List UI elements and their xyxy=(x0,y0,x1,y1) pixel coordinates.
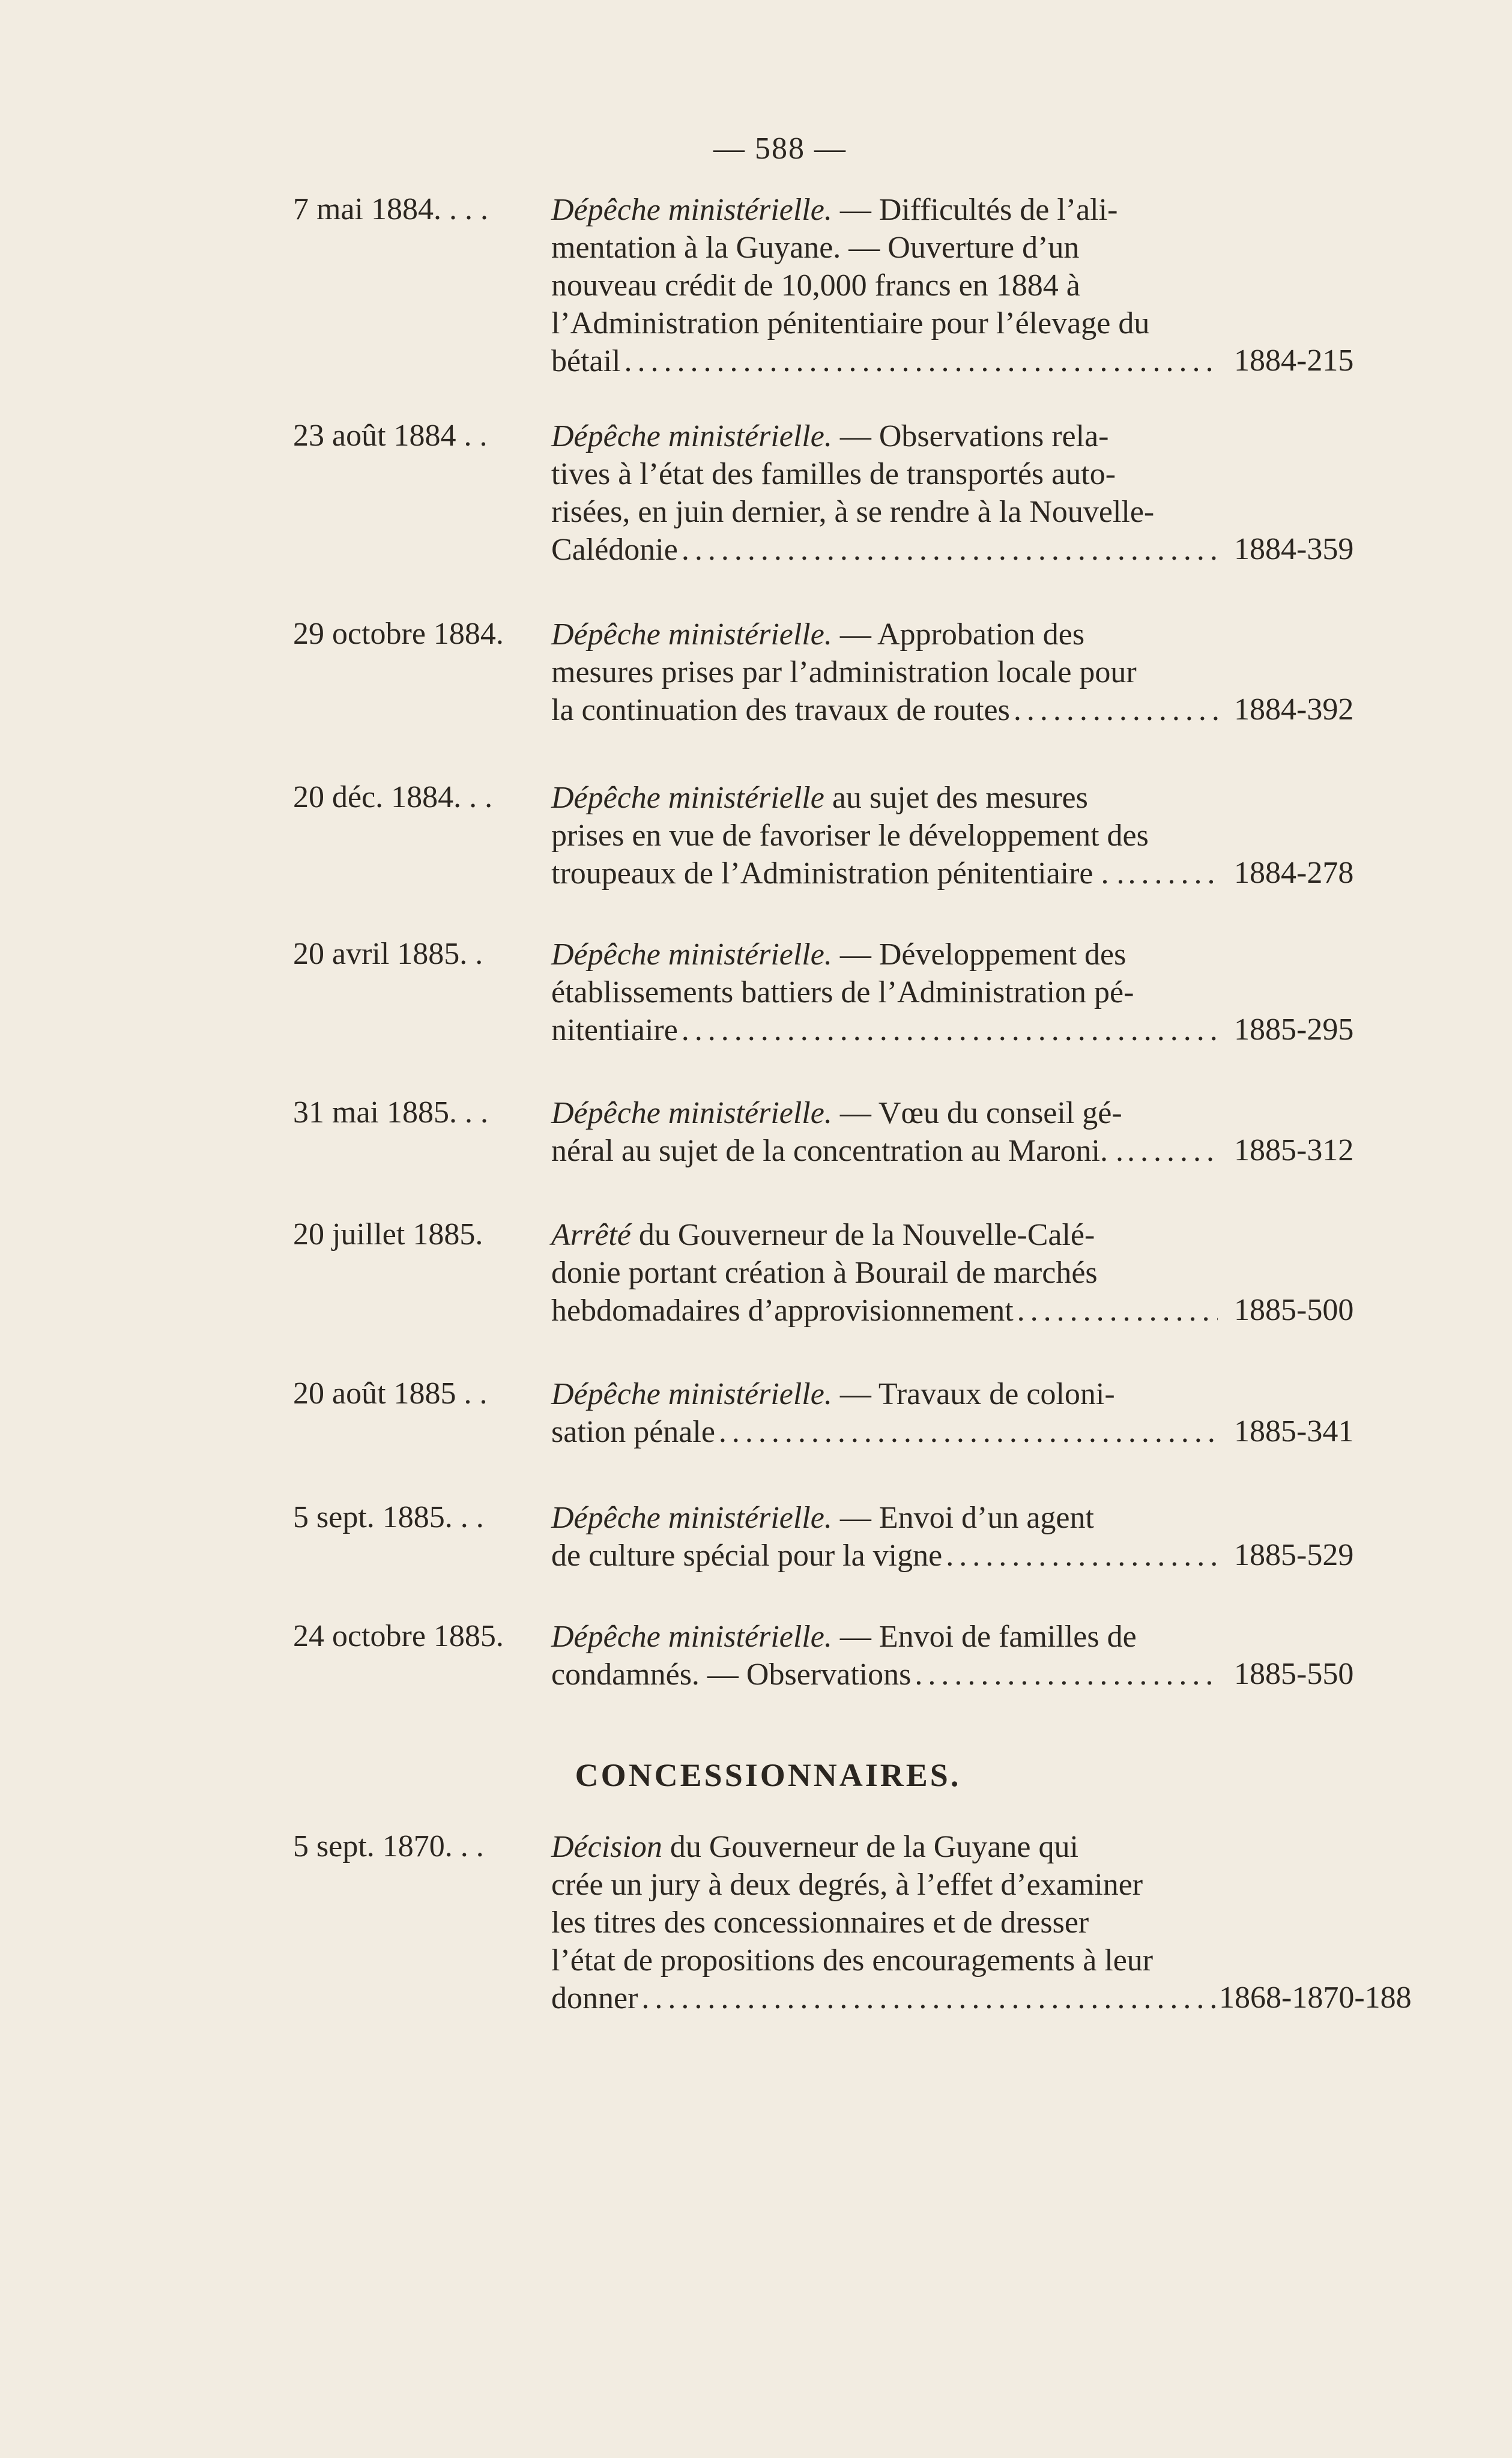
entry-line-text: — Travaux de coloni- xyxy=(832,1377,1115,1411)
entry-reference: 1868-1870-188 xyxy=(1219,1981,1412,2015)
entry-text xyxy=(551,1618,1218,1694)
entry-text xyxy=(551,616,1218,729)
entry-date: 20 déc. 1884. . . xyxy=(293,780,493,814)
entry-line-text: la continuation des travaux de routes xyxy=(551,693,1010,727)
entry-line-text: — Envoi d’un agent xyxy=(832,1501,1094,1535)
entry-line xyxy=(551,304,1218,342)
entry-line-text: au sujet des mesures xyxy=(824,781,1088,815)
dot-leader xyxy=(942,1537,1218,1575)
entry-line xyxy=(551,779,1218,817)
entry-text xyxy=(551,1216,1218,1330)
entry-reference: 1885-312 xyxy=(1234,1133,1354,1167)
entry-line-text: néral au sujet de la concentration au Maroni. . xyxy=(551,1134,1123,1168)
entry-date: 5 sept. 1870. . . xyxy=(293,1829,484,1863)
dot-leader xyxy=(1123,1132,1218,1170)
entry-line xyxy=(551,1828,1218,1866)
entry-line-text: — Difficultés de l’ali- xyxy=(832,193,1118,227)
entry-reference: 1884-278 xyxy=(1234,856,1354,890)
entry-line xyxy=(551,1979,1218,2017)
entry-text xyxy=(551,1375,1218,1451)
entry-line xyxy=(551,1904,1218,1942)
entry-line xyxy=(551,1011,1218,1049)
entry-text xyxy=(551,1499,1218,1575)
entry-line xyxy=(551,229,1218,267)
entry-reference: 1884-215 xyxy=(1234,344,1354,378)
entry-line-text: donie portant création à Bourail de marchés xyxy=(551,1256,1098,1290)
entry-line xyxy=(551,531,1218,569)
dot-leader xyxy=(678,531,1218,569)
entry-text xyxy=(551,1828,1218,2017)
entry-lead: Dépêche ministérielle xyxy=(551,781,824,815)
entry-line-text: bétail xyxy=(551,344,621,378)
entry-line xyxy=(551,1942,1218,1979)
entry-line-text: hebdomadaires d’approvisionnement xyxy=(551,1294,1014,1328)
entry-line-text: risées, en juin dernier, à se rendre à la Nouvelle- xyxy=(551,495,1155,529)
dot-leader xyxy=(1010,691,1218,729)
entry-line xyxy=(551,1499,1218,1537)
entry-line-text: établissements battiers de l’Administration pé- xyxy=(551,975,1134,1010)
entry-date: 23 août 1884 . . xyxy=(293,419,488,453)
entry-line xyxy=(551,191,1218,229)
entry-lead: Dépêche ministérielle. xyxy=(551,419,832,453)
entry-line-text: prises en vue de favoriser le développement des xyxy=(551,819,1149,853)
entry-lead: Dépêche ministérielle. xyxy=(551,1620,832,1654)
entry-line xyxy=(551,1132,1218,1170)
entry-date: 20 juillet 1885. xyxy=(293,1217,483,1252)
entry-line-text: mesures prises par l’administration locale pour xyxy=(551,655,1137,689)
entry-line xyxy=(551,1375,1218,1413)
entry-line xyxy=(551,653,1218,691)
entry-lead: Dépêche ministérielle. xyxy=(551,617,832,652)
entry-line-text: donner xyxy=(551,1981,638,2015)
entry-line xyxy=(551,342,1218,380)
entry-reference: 1885-529 xyxy=(1234,1538,1354,1572)
entry-line-text: nouveau crédit de 10,000 francs en 1884 à xyxy=(551,268,1080,303)
entry-line xyxy=(551,1254,1218,1292)
entry-date: 24 octobre 1885. xyxy=(293,1619,504,1653)
dot-leader xyxy=(678,1011,1218,1049)
entry-line-text: — Développement des xyxy=(832,937,1126,972)
entry-date: 29 octobre 1884. xyxy=(293,617,504,651)
entry-line xyxy=(551,616,1218,653)
entry-line-text: tives à l’état des familles de transportés auto- xyxy=(551,457,1116,491)
entry-lead: Dépêche ministérielle. xyxy=(551,193,832,227)
entry-lead: Arrêté xyxy=(551,1218,631,1252)
entry-line xyxy=(551,1618,1218,1656)
entry-text xyxy=(551,779,1218,892)
page-number: — 588 — xyxy=(713,132,847,166)
entry-reference: 1885-341 xyxy=(1234,1414,1354,1448)
dot-leader xyxy=(715,1413,1218,1451)
entry-line-text: du Gouverneur de la Nouvelle-Calé- xyxy=(631,1218,1095,1252)
entry-line xyxy=(551,1292,1218,1330)
entry-line-text: — Observations rela- xyxy=(832,419,1109,453)
entry-date: 5 sept. 1885. . . xyxy=(293,1500,484,1534)
entry-line xyxy=(551,691,1218,729)
entry-line-text: crée un jury à deux degrés, à l’effet d’examiner xyxy=(551,1868,1143,1902)
entry-lead: Dépêche ministérielle. xyxy=(551,1501,832,1535)
entry-reference: 1885-295 xyxy=(1234,1013,1354,1047)
entry-line xyxy=(551,1094,1218,1132)
dot-leader xyxy=(621,342,1218,380)
entry-line-text: — Vœu du conseil gé- xyxy=(832,1096,1122,1130)
entry-line xyxy=(551,817,1218,855)
dot-leader xyxy=(911,1656,1218,1694)
entry-line-text: de culture spécial pour la vigne xyxy=(551,1539,943,1573)
entry-line xyxy=(551,1866,1218,1904)
entry-date: 31 mai 1885. . . xyxy=(293,1095,488,1130)
entry-line-text: — Envoi de familles de xyxy=(832,1620,1137,1654)
entry-date: 7 mai 1884. . . . xyxy=(293,192,488,226)
entry-lead: Dépêche ministérielle. xyxy=(551,1377,832,1411)
entry-date: 20 avril 1885. . xyxy=(293,937,483,971)
entry-text xyxy=(551,191,1218,380)
entry-line-text: l’état de propositions des encouragements à leur xyxy=(551,1943,1154,1978)
entry-lead: Dépêche ministérielle. xyxy=(551,937,832,972)
entry-line xyxy=(551,936,1218,973)
entry-date: 20 août 1885 . . xyxy=(293,1376,488,1411)
entry-line xyxy=(551,1413,1218,1451)
section-heading: CONCESSIONNAIRES. xyxy=(575,1757,961,1793)
entry-line-text: Calédonie xyxy=(551,533,678,567)
entry-line-text: sation pénale xyxy=(551,1415,715,1449)
entry-text xyxy=(551,417,1218,569)
entry-line-text: mentation à la Guyane. — Ouverture d’un xyxy=(551,231,1080,265)
entry-line xyxy=(551,267,1218,304)
entry-text xyxy=(551,936,1218,1049)
entry-lead: Dépêche ministérielle. xyxy=(551,1096,832,1130)
entry-text xyxy=(551,1094,1218,1170)
entry-line xyxy=(551,417,1218,455)
entry-line xyxy=(551,973,1218,1011)
entry-reference: 1885-500 xyxy=(1234,1293,1354,1327)
entry-line-text: condamnés. — Observations xyxy=(551,1657,912,1692)
entry-reference: 1884-359 xyxy=(1234,532,1354,566)
entry-line xyxy=(551,493,1218,531)
entry-line xyxy=(551,1656,1218,1694)
entry-line-text: troupeaux de l’Administration pénitentiaire . . xyxy=(551,856,1125,891)
entry-reference: 1884-392 xyxy=(1234,692,1354,727)
entry-reference: 1885-550 xyxy=(1234,1657,1354,1691)
entry-line-text: du Gouverneur de la Guyane qui xyxy=(662,1830,1078,1864)
dot-leader xyxy=(1125,855,1218,892)
dot-leader xyxy=(1014,1292,1218,1330)
entry-line xyxy=(551,1537,1218,1575)
entry-line-text: les titres des concessionnaires et de dresser xyxy=(551,1906,1089,1940)
entry-line-text: l’Administration pénitentiaire pour l’élevage du xyxy=(551,306,1150,341)
entry-line xyxy=(551,855,1218,892)
entry-line xyxy=(551,1216,1218,1254)
entry-line-text: nitentiaire xyxy=(551,1013,678,1047)
entry-lead: Décision xyxy=(551,1830,662,1864)
entry-line xyxy=(551,455,1218,493)
dot-leader xyxy=(638,1979,1218,2017)
entry-line-text: — Approbation des xyxy=(832,617,1085,652)
